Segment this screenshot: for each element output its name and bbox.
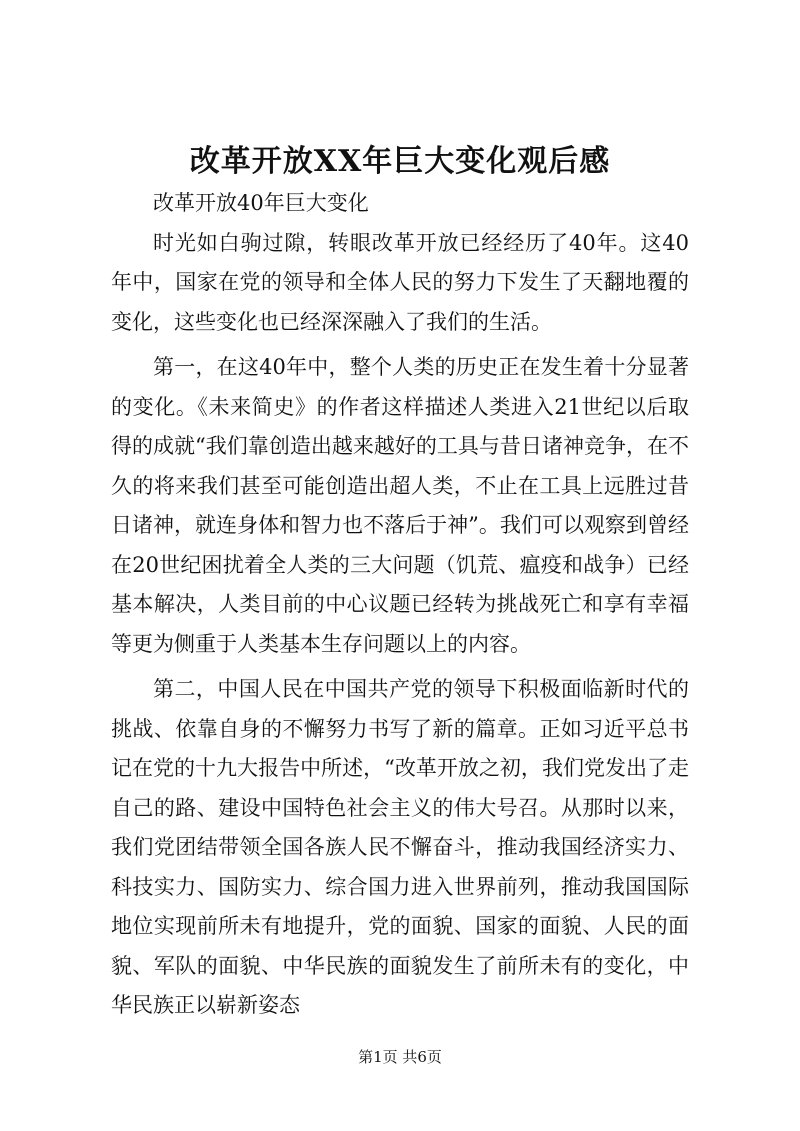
subtitle-paragraph: 改革开放40年巨大变化 [153,191,369,215]
body-paragraph: 时光如白驹过隙，转眼改革开放已经经历了40年。这40年中，国家在党的领导和全体人民的努力下发生了天翻地覆的变化，这些变化也已经深深融入了我们的生活。 [111,230,689,334]
document-title: 改革开放XX年巨大变化观后感 [189,144,611,179]
body-paragraph: 第一，在这40年中，整个人类的历史正在发生着十分显著的变化。《未来简史》的作者这样描述人类进入21世纪以后取得的成就“我们靠创造出越来越好的工具与昔日诸神竞争，在不久的将来我们甚至可能创造出超人类，不止在工具上远胜过昔日诸神，就连身体和智力也不落后于神”。我们可以观察到曾经在20世纪困扰着全人类的三大问题（饥荒、瘟疫和战争）已经基本解决，人类目前的中心议题已经转为挑战死亡和享有幸福等更为侧重于人类基本生存问题以上的内容。 [111,355,689,656]
document-body [111,184,689,1026]
body-paragraph: 第二，中国人民在中国共产党的领导下积极面临新时代的挑战、依靠自身的不懈努力书写了新的篇章。正如习近平总书记在党的十九大报告中所述，“改革开放之初，我们党发出了走自己的路、建设中国特色社会主义的伟大号召。从那时以来，我们党团结带领全国各族人民不懈奋斗，推动我国经济实力、科技实力、国防实力、综合国力进入世界前列，推动我国国际地位实现前所未有地提升，党的面貌、国家的面貌、人民的面貌、军队的面貌、中华民族的面貌发生了前所未有的变化，中华民族正以崭新姿态 [111,677,689,1017]
page-number-footer: 第1页 共6页 [358,1048,442,1066]
